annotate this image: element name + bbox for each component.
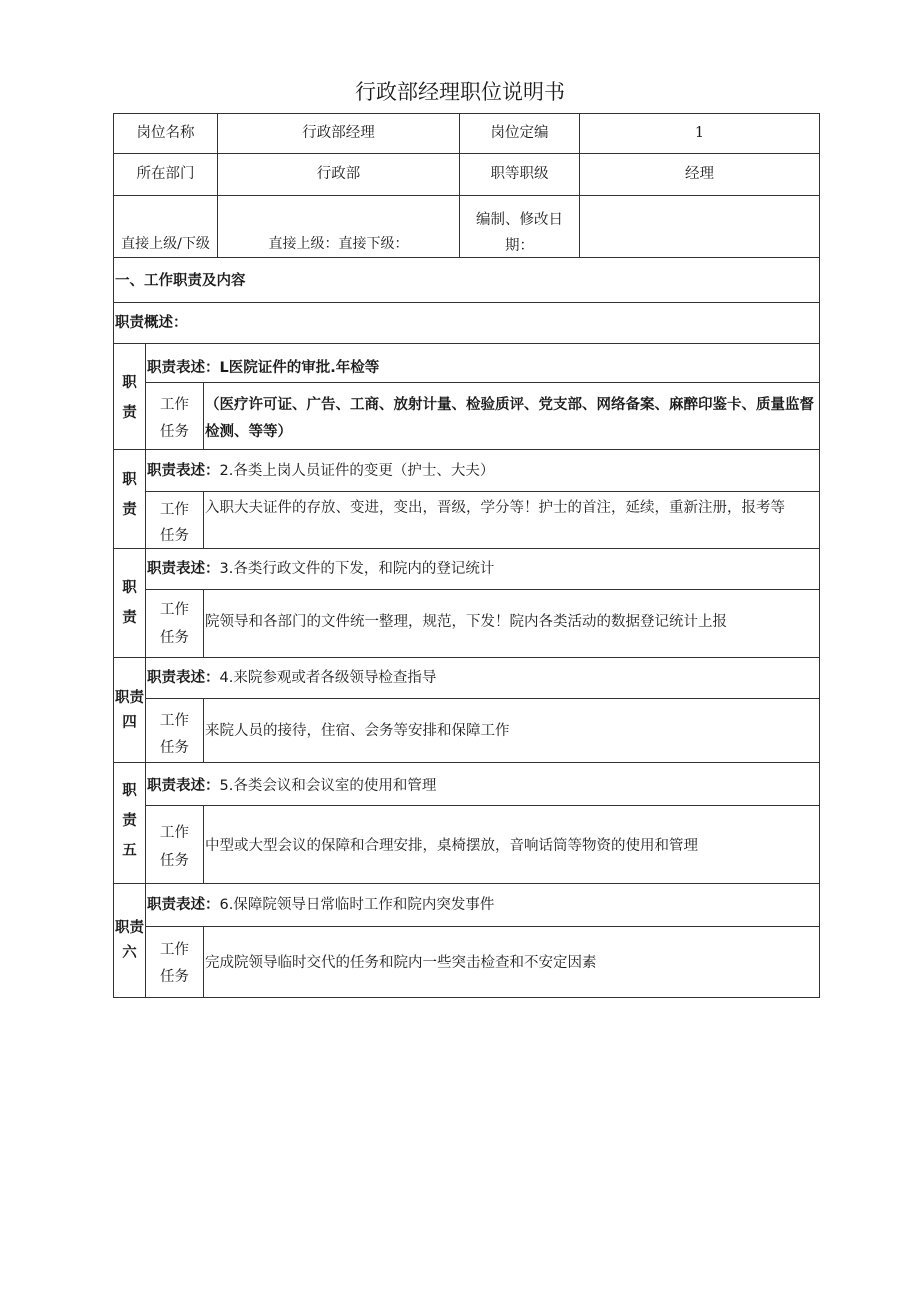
duty3-side-2: 责: [122, 610, 137, 626]
duty6-desc-label: 职责表述：: [147, 897, 220, 913]
duty1-task-label-1: 工作: [160, 397, 189, 413]
duty4-desc-text: 4.来院参观或者各级领导检查指导: [219, 670, 437, 686]
grade-label: 职等职级: [490, 166, 549, 182]
duty1-desc-text: L医院证件的审批.年检等: [219, 360, 380, 376]
duty1-desc-label: 职责表述：: [147, 360, 220, 376]
duty3-task-text: 院领导和各部门的文件统一整理，规范，下发！院内各类活动的数据登记统计上报: [205, 614, 727, 630]
department-value: 行政部: [316, 166, 361, 182]
duty5-desc-label: 职责表述：: [147, 778, 220, 794]
duty6-task-label-1: 工作: [160, 942, 189, 958]
duty1-side-1: 职: [122, 375, 137, 391]
duty6-task-text: 完成院领导临时交代的任务和院内一些突击检查和不安定因素: [205, 955, 597, 971]
duty6-side-2: 六: [122, 945, 137, 961]
duty1-side-2: 责: [122, 405, 137, 421]
duty5-task-label-1: 工作: [160, 825, 189, 841]
duty3-task-label-2: 任务: [160, 630, 189, 646]
superior-value: 直接上级：直接下级：: [268, 236, 409, 252]
duty6-task-label-2: 任务: [160, 969, 189, 985]
duty2-side-2: 责: [122, 502, 137, 518]
duty2-desc-label: 职责表述：: [147, 463, 220, 479]
duty2-desc-text: 2.各类上岗人员证件的变更（护士、大夫）: [219, 463, 495, 479]
edit-date-label-line2: 期：: [505, 238, 534, 254]
duty5-task-text: 中型或大型会议的保障和合理安排，桌椅摆放，音响话筒等物资的使用和管理: [205, 838, 698, 854]
duty2-task-label-1: 工作: [160, 502, 189, 518]
grade-value: 经理: [685, 166, 714, 182]
duty3-desc-label: 职责表述：: [147, 561, 220, 577]
headcount-label: 岗位定编: [490, 125, 549, 141]
duty2-task-label-2: 任务: [160, 528, 189, 544]
headcount-value: 1: [694, 125, 705, 141]
overview-label: 职责概述：: [115, 315, 188, 331]
duty1-task-text: （医疗许可证、广告、工商、放射计量、检验质评、党支部、网络备案、麻醉印鉴卡、质量监督检测、等等）: [205, 397, 814, 440]
duty4-desc-label: 职责表述：: [147, 670, 220, 686]
position-name-label: 岗位名称: [136, 125, 195, 141]
duty4-side-1: 职责: [115, 690, 144, 706]
duty5-task-label-2: 任务: [160, 853, 189, 869]
duty3-task-label-1: 工作: [160, 602, 189, 618]
edit-date-label-line1: 编制、修改日: [476, 212, 563, 228]
duty2-side-1: 职: [122, 472, 137, 488]
duty4-side-2: 四: [122, 715, 137, 731]
duty6-desc-text: 6.保障院领导日常临时工作和院内突发事件: [219, 897, 495, 913]
department-label: 所在部门: [136, 166, 195, 182]
duty4-task-text: 来院人员的接待，住宿、会务等安排和保障工作: [205, 723, 510, 739]
document-title: 行政部经理职位说明书: [355, 80, 565, 104]
duty4-task-label-2: 任务: [160, 740, 189, 756]
position-name-value: 行政部经理: [302, 125, 375, 141]
duty5-desc-text: 5.各类会议和会议室的使用和管理: [219, 778, 437, 794]
duty3-desc-text: 3.各类行政文件的下发，和院内的登记统计: [219, 561, 495, 577]
duty5-side-3: 五: [122, 843, 137, 859]
section-heading: 一、工作职责及内容: [115, 273, 246, 289]
duty4-task-label-1: 工作: [160, 713, 189, 729]
duty5-side-1: 职: [122, 783, 137, 799]
duty1-task-label-2: 任务: [160, 424, 189, 440]
duty3-side-1: 职: [122, 580, 137, 596]
duty6-side-1: 职责: [115, 920, 144, 936]
duty2-task-text: 入职大夫证件的存放、变进，变出，晋级，学分等！护士的首注，延续，重新注册，报考等: [205, 500, 785, 516]
superior-label: 直接上级/下级: [121, 236, 210, 252]
duty5-side-2: 责: [122, 813, 137, 829]
